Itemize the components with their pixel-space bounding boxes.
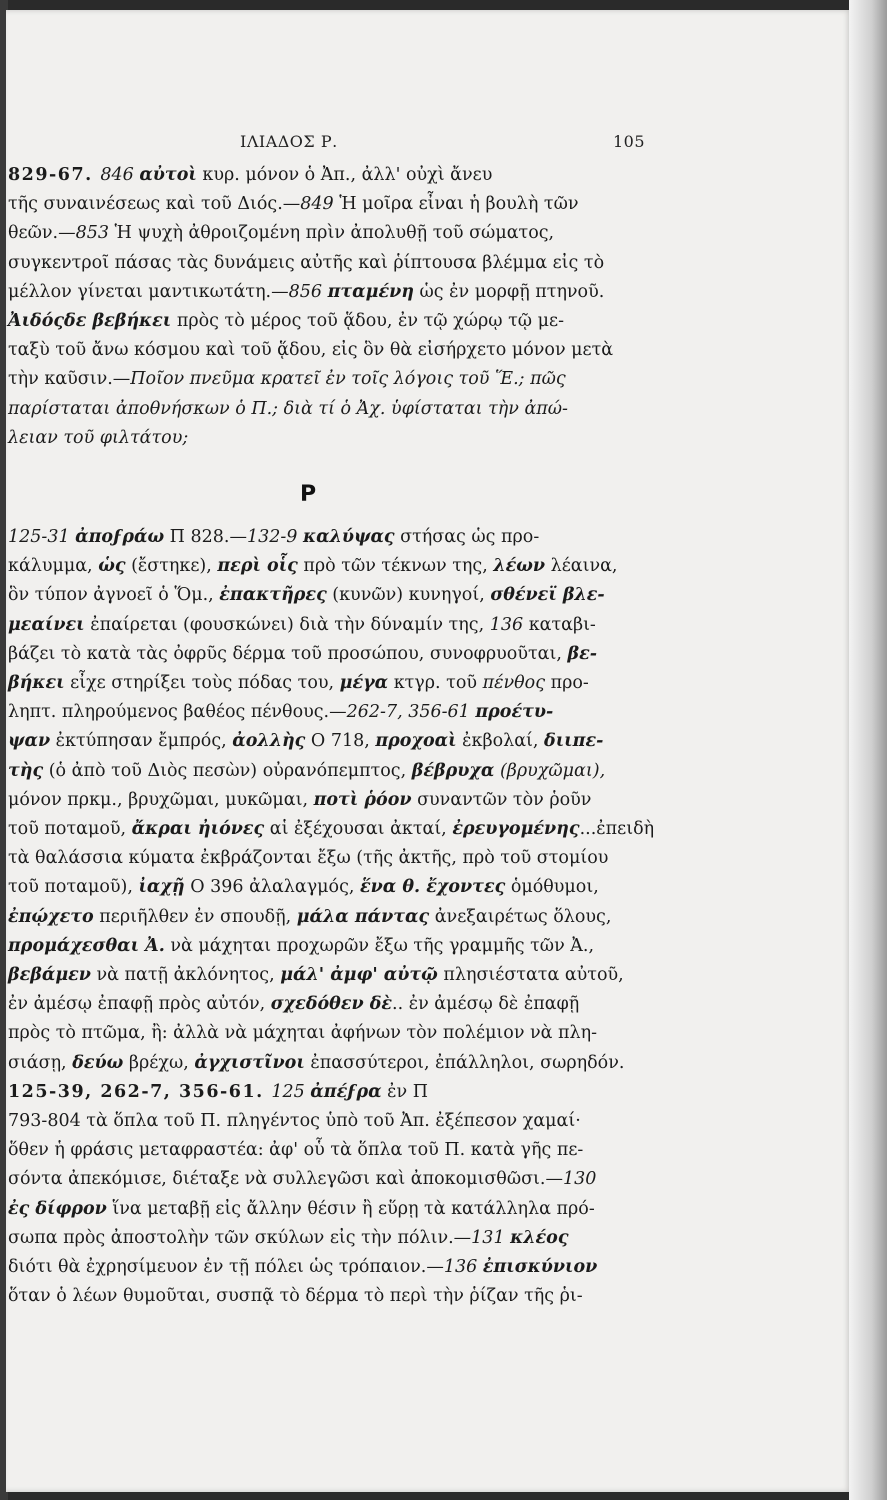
text-run: κυρ. μόνον ὁ Ἀπ., ἀλλ' οὐχὶ ἄνευ xyxy=(196,165,493,185)
text-line xyxy=(8,727,645,755)
text-line xyxy=(8,190,645,218)
text-run: 125 xyxy=(271,1082,311,1102)
text-run: ἐν ἀμέσῳ ἐπαφῇ πρὸς αὐτόν, xyxy=(8,994,271,1014)
text-line xyxy=(8,1224,645,1252)
text-run: ἐπῴχετο xyxy=(8,907,94,927)
text-run: κάλυμμα, xyxy=(8,556,99,576)
text-line xyxy=(8,249,645,277)
text-run: τῆς συναινέσεως καὶ τοῦ Διός.— xyxy=(8,194,301,214)
text-run: 262-7, 356-61 xyxy=(346,702,476,722)
text-run: 132-9 xyxy=(246,527,303,547)
section-heading: Ρ xyxy=(300,482,317,507)
text-run: ληπτ. πληρούμενος βαθέος πένθους.— xyxy=(8,702,347,722)
text-run: προμάχεσθαι Ἀ. xyxy=(8,936,165,956)
text-run: κτγρ. τοῦ xyxy=(388,673,483,693)
text-line xyxy=(8,932,645,960)
text-run: 853 xyxy=(75,223,109,243)
text-run: ἐπακτῆρες xyxy=(219,585,327,605)
text-run: πρὸ τῶν τέκνων της, xyxy=(297,556,494,576)
text-run: ταξὺ τοῦ ἄνω κόσμου καὶ τοῦ ᾅδου, εἰς ὃν θὰ εἰσήρχετο μόνον μετὰ xyxy=(8,340,614,360)
text-run: σωπα πρὸς ἀποστολὴν τῶν σκύλων εἰς τὴν πόλιν.— xyxy=(8,1228,472,1248)
text-run: ὅθεν ἡ φράσις μεταφραστέα: ἀφ' οὗ τὰ ὅπλα τοῦ Π. κατὰ γῆς πε- xyxy=(8,1140,584,1160)
text-run: λειαν τοῦ φιλτάτου; xyxy=(8,428,189,448)
text-run: πρὸς τὸ πτῶμα, ἢ: ἀλλὰ νὰ μάχηται ἀφήνων τὸν πολέμιον νὰ πλη- xyxy=(8,1023,598,1043)
text-run: 829-67. xyxy=(8,165,101,185)
text-line xyxy=(8,961,645,989)
text-run: ὡς ἐν μορφῇ πτηνοῦ. xyxy=(413,282,605,302)
page-edge xyxy=(849,0,887,1500)
text-run: (κυνῶν) κυνηγοί, xyxy=(326,585,491,605)
text-run: διιπε- xyxy=(544,731,604,751)
text-line xyxy=(8,990,645,1018)
text-run: βεβάμεν xyxy=(8,965,91,985)
text-run: καταβι- xyxy=(523,615,596,635)
text-run: σθένεϊ βλε- xyxy=(490,585,605,605)
text-run: μάλ' ἀμφ' αὐτῷ xyxy=(280,965,438,985)
text-line xyxy=(8,395,645,423)
text-line xyxy=(8,219,645,247)
text-line xyxy=(8,611,645,639)
text-line xyxy=(8,365,645,393)
text-run: θεῶν.— xyxy=(8,223,76,243)
running-title: ΙΛΙΑΔΟΣ Ρ. xyxy=(240,132,338,151)
text-run: ἐπασσύτεροι, ἐπάλληλοι, σωρηδόν. xyxy=(304,1053,625,1073)
text-line xyxy=(8,552,645,580)
text-line xyxy=(8,669,645,697)
text-run: ἀποϝράω xyxy=(75,527,165,547)
text-run: ὅταν ὁ λέων θυμοῦται, συσπᾷ τὸ δέρμα τὸ περὶ τὴν ῥίζαν τῆς ῥι- xyxy=(8,1286,583,1306)
text-run: προέτυ- xyxy=(475,702,554,722)
text-run: μέλλον γίνεται μαντικωτάτη.— xyxy=(8,282,289,302)
text-run: ἀολλὴς xyxy=(232,731,306,751)
text-run: βάζει τὸ κατὰ τὰς ὀφρῦς δέρμα τοῦ προσώπου, συνοφρυοῦται, xyxy=(8,644,568,664)
text-run: ἐπαίρεται (φουσκώνει) διὰ τὴν δύναμίν της, xyxy=(84,615,490,635)
text-line xyxy=(8,336,645,364)
text-line xyxy=(8,757,645,785)
text-run: 131 xyxy=(471,1228,511,1248)
text-line xyxy=(8,1049,645,1077)
text-run: βρέχω, xyxy=(123,1053,195,1073)
text-line xyxy=(8,1282,645,1310)
text-run: ἀπέϝρα xyxy=(310,1082,382,1102)
text-line xyxy=(8,640,645,668)
text-line xyxy=(8,1019,645,1047)
text-line xyxy=(8,873,645,901)
text-line xyxy=(8,1253,645,1281)
text-run: λέων xyxy=(493,556,546,576)
text-run: Π 828.— xyxy=(164,527,247,547)
text-run: ἕνα θ. ἔχοντες xyxy=(360,877,506,897)
text-run: ἰαχῇ xyxy=(138,877,185,897)
text-line xyxy=(8,1136,645,1164)
text-line xyxy=(8,844,645,872)
text-run: βέβρυχα xyxy=(411,761,495,781)
text-run: Ἡ μοῖρα εἶναι ἡ βουλὴ τῶν xyxy=(333,194,579,214)
text-line xyxy=(8,424,645,452)
text-run: ἐς δίφρον xyxy=(8,1199,107,1219)
text-run: ...ἐπειδὴ xyxy=(579,819,655,839)
text-run: ἀγχιστῖνοι xyxy=(194,1053,305,1073)
text-run: ψαν xyxy=(8,731,51,751)
text-run: εἶχε στηρίξει τοὺς πόδας του, xyxy=(64,673,340,693)
text-run: ἵνα μεταβῇ εἰς ἄλλην θέσιν ἢ εὕρῃ τὰ κατάλληλα πρό- xyxy=(106,1199,595,1219)
text-run: Ο 718, xyxy=(305,731,376,751)
text-run: 846 xyxy=(100,165,140,185)
text-line xyxy=(8,307,645,335)
text-run: πταμένη xyxy=(327,282,414,302)
page-number: 105 xyxy=(612,132,645,151)
text-run: αἱ ἐξέχουσαι ἀκταί, xyxy=(264,819,453,839)
text-line xyxy=(8,278,645,306)
text-run: 793-804 τὰ ὅπλα τοῦ Π. πληγέντος ὑπὸ τοῦ Ἀπ. ἐξέπεσον χαμαί· xyxy=(8,1111,581,1131)
text-run: συγκεντροῖ πάσας τὰς δυνάμεις αὐτῆς καὶ ῥίπτουσα βλέμμα εἰς τὸ xyxy=(8,253,605,273)
text-run: παρίσταται ἀποθνήσκων ὁ Π.; διὰ τί ὁ Ἀχ. ὑφίσταται τὴν ἀπώ- xyxy=(8,399,568,419)
text-line xyxy=(8,786,645,814)
text-run: περὶ οἷς xyxy=(217,556,298,576)
text-run: αὐτοὶ xyxy=(139,165,197,185)
text-run: νὰ πατῇ ἀκλόνητος, xyxy=(90,965,281,985)
text-run: συναντῶν τὸν ῥοῦν xyxy=(411,790,592,810)
text-run: Ἀιδόςδε βεβήκει xyxy=(8,311,172,331)
text-run: τὴς xyxy=(8,761,44,781)
text-run: 136 xyxy=(489,615,524,635)
text-run: περιῆλθεν ἐν σπουδῇ, xyxy=(93,907,297,927)
text-run: μεαίνει xyxy=(8,615,85,635)
text-run: καλύψας xyxy=(302,527,395,547)
text-run: σόντα ἀπεκόμισε, διέταξε νὰ συλλεγῶσι καὶ ἀποκομισθῶσι.— xyxy=(8,1169,563,1189)
text-run: ἐκβολαί, xyxy=(456,731,545,751)
text-line xyxy=(8,698,645,726)
text-run: προχοαὶ xyxy=(375,731,457,751)
text-run: ἐν Π xyxy=(381,1082,428,1102)
text-run: προ- xyxy=(545,673,589,693)
text-line xyxy=(8,1165,645,1193)
text-line xyxy=(8,581,645,609)
text-line xyxy=(8,815,655,843)
text-run: λέαινα, xyxy=(545,556,618,576)
text-run: 125-31 xyxy=(8,527,76,547)
text-run: ποτὶ ῥόον xyxy=(313,790,412,810)
text-run: βήκει xyxy=(8,673,65,693)
text-run: 856 xyxy=(288,282,328,302)
text-run: ὡς xyxy=(98,556,126,576)
text-run: Ο 396 ἀλαλαγμός, xyxy=(184,877,361,897)
text-run: (ἔστηκε), xyxy=(125,556,218,576)
text-run: 849 xyxy=(300,194,334,214)
text-run: Ἡ ψυχὴ ἀθροιζομένη πρὶν ἀπολυθῇ τοῦ σώματος, xyxy=(108,223,555,243)
text-run: 136 xyxy=(443,1257,483,1277)
text-run: (βρυχῶμαι), xyxy=(494,761,606,781)
text-run: τὴν καῦσιν.— xyxy=(8,369,131,389)
text-line xyxy=(8,523,645,551)
text-run: πένθος xyxy=(482,673,546,693)
text-run: Ποῖον πνεῦμα κρατεῖ ἐν τοῖς λόγοις τοῦ Ἕ.; πῶς xyxy=(130,369,566,389)
text-line xyxy=(8,1078,645,1106)
text-run: δεύω xyxy=(72,1053,124,1073)
text-run: σχεδόθεν δὲ xyxy=(270,994,393,1014)
text-run: (ὁ ἀπὸ τοῦ Διὸς πεσὼν) οὐρανόπεμπτος, xyxy=(43,761,412,781)
text-run: .. ἐν ἀμέσῳ δὲ ἐπαφῇ xyxy=(392,994,580,1014)
text-run: τὰ θαλάσσια κύματα ἐκβράζονται ἔξω (τῆς ἀκτῆς, πρὸ τοῦ στομίου xyxy=(8,848,609,868)
text-run: διότι θὰ ἐχρησίμευον ἐν τῇ πόλει ὡς τρόπαιον.— xyxy=(8,1257,444,1277)
text-run: ἐκτύπησαν ἔμπρός, xyxy=(50,731,233,751)
text-run: πρὸς τὸ μέρος τοῦ ᾅδου, ἐν τῷ χώρῳ τῷ με- xyxy=(171,311,564,331)
text-line xyxy=(8,903,645,931)
text-line xyxy=(8,161,645,189)
text-run: βε- xyxy=(567,644,597,664)
text-line xyxy=(8,1107,645,1135)
text-run: ἄκραι ἠιόνες xyxy=(131,819,265,839)
text-run: στήσας ὡς προ- xyxy=(394,527,540,547)
text-run: 130 xyxy=(562,1169,597,1189)
text-run: πλησιέστατα αὐτοῦ, xyxy=(437,965,624,985)
text-run: μάλα πάντας xyxy=(296,907,430,927)
text-run: ἀνεξαιρέτως ὅλους, xyxy=(429,907,612,927)
text-run: νὰ μάχηται προχωρῶν ἔξω τῆς γραμμῆς τῶν Ἀ., xyxy=(164,936,595,956)
text-line xyxy=(8,1195,645,1223)
text-run: ὃν τύπον ἀγνοεῖ ὁ Ὅμ., xyxy=(8,585,220,605)
text-run: κλέος xyxy=(510,1228,569,1248)
text-run: ὁμόθυμοι, xyxy=(505,877,599,897)
text-run: ἐπισκύνιον xyxy=(482,1257,598,1277)
text-run: μέγα xyxy=(339,673,389,693)
text-run: ἐρευγομένης xyxy=(452,819,580,839)
text-run: μόνον πρκμ., βρυχῶμαι, μυκῶμαι, xyxy=(8,790,314,810)
text-run: τοῦ ποταμοῦ), xyxy=(8,877,139,897)
text-run: τοῦ ποταμοῦ, xyxy=(8,819,132,839)
text-run: σιάσῃ, xyxy=(8,1053,73,1073)
text-run: 125-39, 262-7, 356-61. xyxy=(8,1082,272,1102)
page-header xyxy=(240,132,645,154)
